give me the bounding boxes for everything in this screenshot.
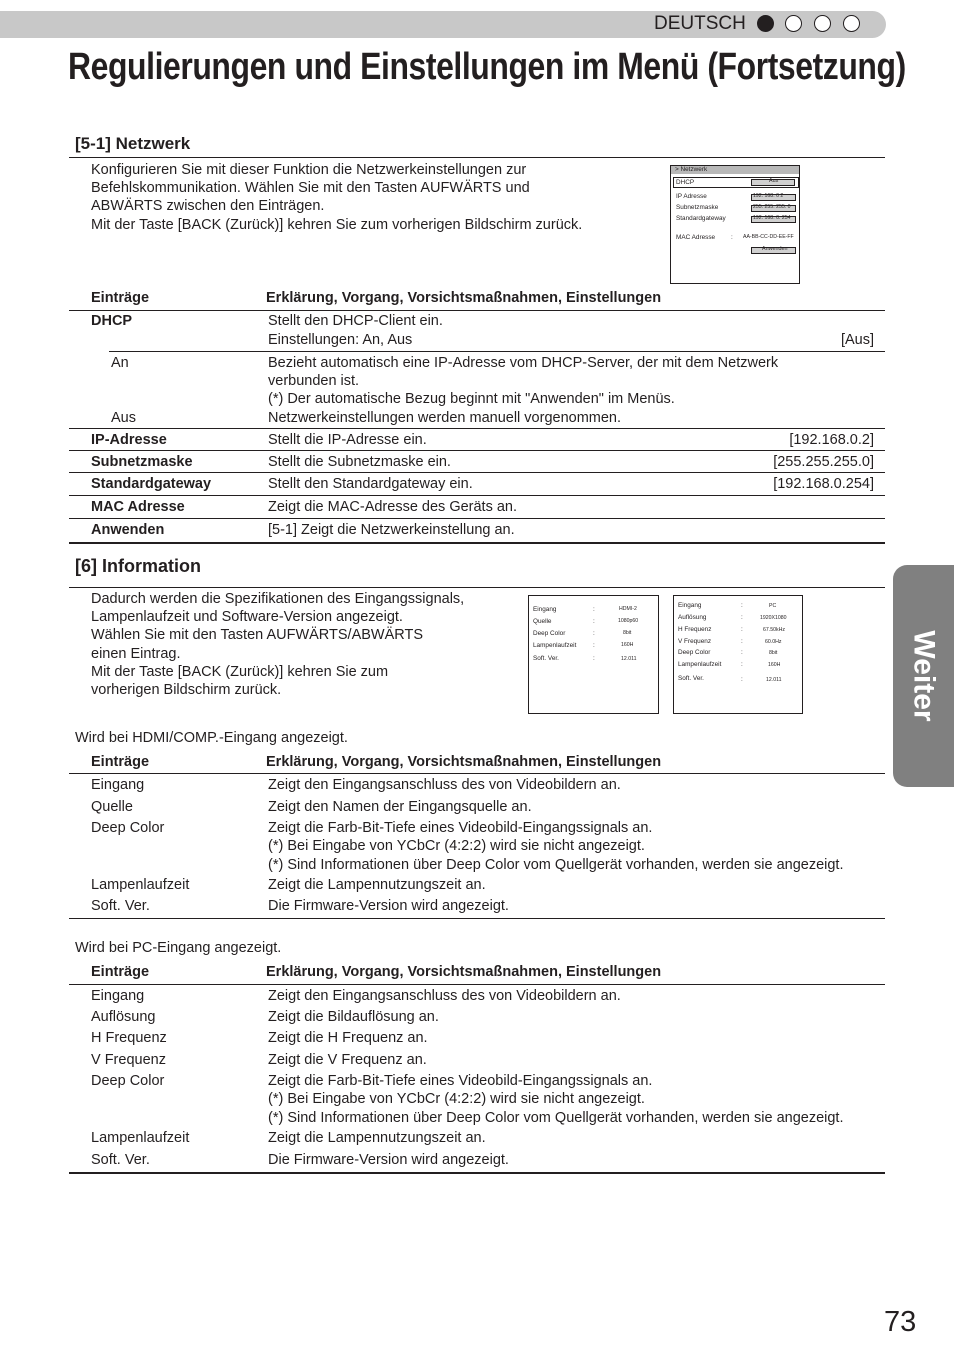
row-apply-desc: [5-1] Zeigt die Netzwerkeinstellung an.	[268, 522, 515, 538]
info-intro-2: Lampenlaufzeit und Software-Version angezeigt.	[91, 609, 403, 625]
row-apply-label: Anwenden	[91, 522, 165, 538]
hdmi-row-deep: Deep Color	[91, 820, 165, 836]
row-dhcp-default: [Aus]	[840, 332, 874, 348]
pc-row-soft-desc: Die Firmware-Version wird angezeigt.	[268, 1152, 509, 1168]
row-dhcp-desc-2: Einstellungen: An, Aus	[268, 332, 413, 348]
header-bar	[0, 11, 886, 38]
pc-value-5: 160H	[768, 662, 781, 668]
screen-mac-value: AA-BB-CC-DD-EE-FF	[743, 234, 794, 240]
row-mask-default: [255.255.255.0]	[773, 454, 874, 470]
hdmi-row-deep-desc-3: (*) Sind Informationen über Deep Color vom Quellgerät vorhanden, werden sie angezeigt.	[268, 857, 844, 873]
pc-label-1: Auflösung	[678, 614, 707, 621]
pc-row-eingang: Eingang	[91, 988, 145, 1004]
screen-mask-value: 255. 255. 255. 0	[753, 204, 791, 210]
pc-row-h: H Frequenz	[91, 1030, 167, 1046]
hdmi-value-0: HDMI-2	[619, 606, 637, 612]
pc-colon-5: :	[741, 661, 743, 668]
screen-apply-button: Anwenden	[762, 246, 788, 252]
pc-col-entries: Einträge	[91, 964, 150, 980]
network-menu-title: > Netzwerk	[675, 166, 708, 173]
screen-gw-value: 192. 168. 0. 254	[753, 215, 791, 221]
hdmi-value-4: 12.011	[621, 656, 637, 662]
information-heading: [6] Information	[75, 556, 201, 576]
pc-row-deep-desc-1: Zeigt die Farb-Bit-Tiefe eines Videobild-Eingangssignals an.	[268, 1073, 653, 1089]
row-dhcp-label: DHCP	[91, 313, 133, 329]
pc-value-0: PC	[769, 603, 777, 609]
hdmi-label-0: Eingang	[533, 606, 557, 613]
pc-col-explain: Erklärung, Vorgang, Vorsichtsmaßnahmen, Einstellungen	[266, 964, 662, 980]
row-an-label: An	[111, 355, 129, 371]
pc-value-4: 8bit	[769, 650, 778, 656]
hdmi-colon-3: :	[593, 642, 595, 649]
row-gw-label: Standardgateway	[91, 476, 212, 492]
screen-dhcp-label: DHCP	[676, 179, 695, 186]
screen-mask-label: Subnetzmaske	[676, 204, 719, 211]
info-screen-hdmi	[528, 595, 659, 714]
pc-value-2: 67.50kHz	[763, 627, 785, 633]
row-gw-desc: Stellt den Standardgateway ein.	[268, 476, 473, 492]
network-intro-2: Befehlskommunikation. Wählen Sie mit den Tasten AUFWÄRTS und	[91, 180, 530, 196]
row-gw-default: [192.168.0.254]	[773, 476, 874, 492]
hdmi-label-1: Quelle	[533, 618, 552, 625]
pc-colon-3: :	[741, 638, 743, 645]
hdmi-label-2: Deep Color	[533, 630, 566, 637]
pc-colon-2: :	[741, 626, 743, 633]
row-ip-default: [192.168.0.2]	[789, 432, 874, 448]
network-heading-rule	[69, 157, 885, 158]
screen-dhcp-value: Aus	[769, 178, 779, 184]
row-mac-desc: Zeigt die MAC-Adresse des Geräts an.	[268, 499, 518, 515]
hdmi-label-4: Soft. Ver.	[533, 655, 559, 662]
hdmi-label-3: Lampenlaufzeit	[533, 642, 577, 649]
pc-row-h-desc: Zeigt die H Frequenz an.	[268, 1030, 428, 1046]
pc-colon-4: :	[741, 649, 743, 656]
pc-label-5: Lampenlaufzeit	[678, 661, 722, 668]
pc-colon-6: :	[741, 676, 743, 683]
pc-row-deep-desc-2: (*) Bei Eingabe von YCbCr (4:2:2) wird sie nicht angezeigt.	[268, 1091, 645, 1107]
hdmi-value-3: 160H	[621, 642, 634, 648]
row-an-desc-1: Bezieht automatisch eine IP-Adresse vom DHCP-Server, der mit dem Netzwerk	[268, 355, 779, 371]
screen-ip-value: 192. 168. 0 2	[753, 193, 784, 199]
hdmi-row-quelle: Quelle	[91, 799, 133, 815]
network-intro-3: ABWÄRTS zwischen den Einträgen.	[91, 198, 325, 214]
row-aus-label: Aus	[111, 410, 136, 426]
language-indicator-3	[814, 15, 831, 32]
hdmi-row-quelle-desc: Zeigt den Namen der Eingangsquelle an.	[268, 799, 532, 815]
info-intro-1: Dadurch werden die Spezifikationen des Eingangssignals,	[91, 591, 465, 607]
language-label: DEUTSCH	[654, 13, 746, 34]
row-mac-label: MAC Adresse	[91, 499, 185, 515]
pc-row-soft: Soft. Ver.	[91, 1152, 150, 1168]
pc-value-3: 60.0Hz	[765, 639, 782, 645]
network-col-entries: Einträge	[91, 290, 150, 306]
pc-label-6: Soft. Ver.	[678, 675, 704, 682]
row-ip-desc: Stellt die IP-Adresse ein.	[268, 432, 427, 448]
network-menu-screen	[670, 165, 800, 284]
information-heading-rule	[69, 587, 885, 588]
pc-value-6: 12.011	[766, 677, 782, 683]
side-tab-label: Weiter	[907, 630, 941, 722]
network-intro-4: Mit der Taste [BACK (Zurück)] kehren Sie zum vorherigen Bildschirm zurück.	[91, 217, 583, 233]
pc-row-v: V Frequenz	[91, 1052, 166, 1068]
pc-row-deep: Deep Color	[91, 1073, 165, 1089]
pc-row-eingang-desc: Zeigt den Eingangsanschluss des von Videobildern an.	[268, 988, 621, 1004]
page-number: 73	[884, 1306, 917, 1338]
pc-colon-0: :	[741, 602, 743, 609]
pc-row-lamp: Lampenlaufzeit	[91, 1130, 190, 1146]
side-tab	[893, 565, 954, 787]
row-an-desc-2: verbunden ist.	[268, 373, 360, 389]
pc-row-aufl-desc: Zeigt die Bildauflösung an.	[268, 1009, 439, 1025]
pc-value-1: 1920X1080	[760, 615, 787, 621]
pc-row-deep-desc-3: (*) Sind Informationen über Deep Color vom Quellgerät vorhanden, werden sie angezeigt.	[268, 1110, 844, 1126]
network-col-explain: Erklärung, Vorgang, Vorsichtsmaßnahmen, Einstellungen	[266, 290, 662, 306]
hdmi-value-2: 8bit	[623, 630, 632, 636]
pc-label-4: Deep Color	[678, 649, 711, 656]
screen-gw-label: Standardgateway	[676, 215, 726, 222]
row-mask-desc: Stellt die Subnetzmaske ein.	[268, 454, 451, 470]
info-intro-5: Mit der Taste [BACK (Zurück)] kehren Sie zum	[91, 664, 389, 680]
language-indicator-1	[757, 15, 774, 32]
row-mask-label: Subnetzmaske	[91, 454, 193, 470]
info-intro-3: Wählen Sie mit den Tasten AUFWÄRTS/ABWÄRTS	[91, 627, 424, 643]
row-ip-label: IP-Adresse	[91, 432, 167, 448]
hdmi-row-lamp: Lampenlaufzeit	[91, 877, 190, 893]
hdmi-row-deep-desc-1: Zeigt die Farb-Bit-Tiefe eines Videobild-Eingangssignals an.	[268, 820, 653, 836]
info-screen-pc	[673, 595, 803, 714]
hdmi-col-explain: Erklärung, Vorgang, Vorsichtsmaßnahmen, Einstellungen	[266, 754, 662, 770]
pc-label-2: H Frequenz	[678, 626, 712, 633]
pc-label-3: V Frequenz	[678, 638, 712, 645]
hdmi-row-deep-desc-2: (*) Bei Eingabe von YCbCr (4:2:2) wird sie nicht angezeigt.	[268, 838, 645, 854]
language-indicator-4	[843, 15, 860, 32]
hdmi-row-eingang: Eingang	[91, 777, 145, 793]
screen-mac-label: MAC Adresse	[676, 234, 716, 241]
hdmi-row-soft-desc: Die Firmware-Version wird angezeigt.	[268, 898, 509, 914]
hdmi-colon-0: :	[593, 606, 595, 613]
pc-row-lamp-desc: Zeigt die Lampennutzungszeit an.	[268, 1130, 486, 1146]
hdmi-colon-1: :	[593, 618, 595, 625]
row-an-desc-3: (*) Der automatische Bezug beginnt mit "Anwenden" im Menüs.	[268, 391, 675, 407]
row-dhcp-desc-1: Stellt den DHCP-Client ein.	[268, 313, 443, 329]
network-heading: [5-1] Netzwerk	[75, 134, 191, 153]
pc-row-aufl: Auflösung	[91, 1009, 156, 1025]
row-aus-desc: Netzwerkeinstellungen werden manuell vorgenommen.	[268, 410, 622, 426]
hdmi-row-lamp-desc: Zeigt die Lampennutzungszeit an.	[268, 877, 486, 893]
pc-note: Wird bei PC-Eingang angezeigt.	[75, 940, 282, 956]
network-intro-1: Konfigurieren Sie mit dieser Funktion die Netzwerkeinstellungen zur	[91, 162, 527, 178]
pc-label-0: Eingang	[678, 602, 702, 609]
pc-colon-1: :	[741, 614, 743, 621]
screen-ip-label: IP Adresse	[676, 193, 707, 200]
hdmi-colon-2: :	[593, 630, 595, 637]
hdmi-note: Wird bei HDMI/COMP.-Eingang angezeigt.	[75, 730, 348, 746]
info-intro-6: vorherigen Bildschirm zurück.	[91, 682, 282, 698]
screen-mac-colon: :	[731, 234, 733, 241]
hdmi-row-soft: Soft. Ver.	[91, 898, 150, 914]
hdmi-colon-4: :	[593, 655, 595, 662]
hdmi-col-entries: Einträge	[91, 754, 150, 770]
pc-row-v-desc: Zeigt die V Frequenz an.	[268, 1052, 427, 1068]
hdmi-value-1: 1080p60	[618, 618, 639, 624]
page-title: Regulierungen und Einstellungen im Menü (Fortsetzung)	[68, 46, 906, 88]
hdmi-row-eingang-desc: Zeigt den Eingangsanschluss des von Videobildern an.	[268, 777, 621, 793]
info-intro-4: einen Eintrag.	[91, 646, 181, 662]
language-indicator-2	[785, 15, 802, 32]
